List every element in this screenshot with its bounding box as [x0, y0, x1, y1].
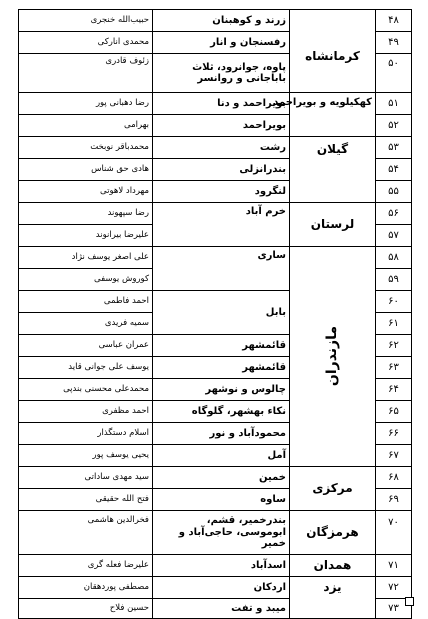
row-number: ۶۰ — [376, 291, 412, 313]
representative-cell: علیرضا فعله گری — [19, 555, 153, 577]
row-number: ۵۷ — [376, 225, 412, 247]
province-cell: لرستان — [290, 203, 376, 247]
province-cell — [290, 247, 376, 467]
province-cell: مرکزی — [290, 467, 376, 511]
city-cell: قائمشهر — [153, 357, 290, 379]
row-number: ۵۵ — [376, 181, 412, 203]
row-number: ۷۳ — [376, 599, 412, 619]
representative-cell: علی اصغر یوسف نژاد — [19, 247, 153, 269]
province-cell: همدان — [290, 555, 376, 577]
province-cell: گیلان — [290, 137, 376, 203]
city-cell: بویراحمد — [153, 115, 290, 137]
representative-cell: بهرامی — [19, 115, 153, 137]
row-number: ۶۵ — [376, 401, 412, 423]
city-cell: قائمشهر — [153, 335, 290, 357]
city-cell: ساری — [153, 247, 290, 291]
representative-cell: فتح الله حقیقی — [19, 489, 153, 511]
representative-cell: محمدی انارکی — [19, 32, 153, 54]
row-number: ۵۳ — [376, 137, 412, 159]
province-cell: کرمانشاه — [290, 10, 376, 93]
table-row — [19, 511, 412, 555]
representative-cell: احمد فاطمی — [19, 291, 153, 313]
representative-cell: مصطفی پوردهقان — [19, 577, 153, 599]
representatives-table — [18, 9, 412, 619]
representative-cell: احمد مظفری — [19, 401, 153, 423]
city-cell: زرند و کوهبنان — [153, 10, 290, 32]
representative-cell: سمیه فریدی — [19, 313, 153, 335]
representative-cell: علیرضا بیرانوند — [19, 225, 153, 247]
row-number: ۷۱ — [376, 555, 412, 577]
table-row — [19, 247, 412, 269]
representative-cell: کوروش یوسفی — [19, 269, 153, 291]
row-number: ۷۲ — [376, 577, 412, 599]
representative-cell: فخرالدین هاشمی — [19, 511, 153, 555]
table-row — [19, 93, 412, 115]
table-row — [19, 137, 412, 159]
representative-cell: سید مهدی ساداتی — [19, 467, 153, 489]
city-cell: بندرخمیر، قشم، ابوموسی، حاجی‌آباد و خمیر — [153, 511, 290, 555]
province-label: مازندران — [324, 326, 341, 387]
row-number: ۴۹ — [376, 32, 412, 54]
city-cell: محمودآباد و نور — [153, 423, 290, 445]
city-cell: خمین — [153, 467, 290, 489]
city-cell: پاوه، جوانرود، ثلاث باباجانی و روانسر — [153, 54, 290, 93]
representative-cell: رضا دهبانی پور — [19, 93, 153, 115]
representative-cell: رضا سپهوند — [19, 203, 153, 225]
city-cell: رشت — [153, 137, 290, 159]
table-row — [19, 467, 412, 489]
representative-cell: عمران عباسی — [19, 335, 153, 357]
representative-cell: محمدعلی محسنی بندپی — [19, 379, 153, 401]
table-row — [19, 10, 412, 32]
row-number: ۵۴ — [376, 159, 412, 181]
row-number: ۵۸ — [376, 247, 412, 269]
representative-cell: یحیی یوسف پور — [19, 445, 153, 467]
row-number: ۷۰ — [376, 511, 412, 555]
row-number: ۴۸ — [376, 10, 412, 32]
row-number: ۶۲ — [376, 335, 412, 357]
row-number: ۶۹ — [376, 489, 412, 511]
city-cell: نکاء بهشهر، گلوگاه — [153, 401, 290, 423]
row-number: ۶۳ — [376, 357, 412, 379]
representative-cell: حبیب‌الله خنجری — [19, 10, 153, 32]
representative-cell: یوسف علی جوانی قاید — [19, 357, 153, 379]
city-cell: بویراحمد و دنا — [153, 93, 290, 115]
representative-cell: زئوف قادری — [19, 54, 153, 93]
table-row — [19, 203, 412, 225]
row-number: ۵۲ — [376, 115, 412, 137]
corner-marker — [405, 597, 414, 606]
row-number: ۶۶ — [376, 423, 412, 445]
city-cell: اسدآباد — [153, 555, 290, 577]
row-number: ۶۷ — [376, 445, 412, 467]
city-cell: اردکان — [153, 577, 290, 599]
province-cell: یزد — [290, 577, 376, 619]
table-row — [19, 555, 412, 577]
row-number: ۶۴ — [376, 379, 412, 401]
city-cell: بابل — [153, 291, 290, 335]
row-number: ۵۶ — [376, 203, 412, 225]
city-cell: بندرانزلی — [153, 159, 290, 181]
representative-cell: محمدباقر نوبخت — [19, 137, 153, 159]
city-cell: رفسنجان و انار — [153, 32, 290, 54]
representative-cell: اسلام دستگذار — [19, 423, 153, 445]
row-number: ۵۹ — [376, 269, 412, 291]
representative-cell: حسین فلاح — [19, 599, 153, 619]
province-cell: کهکیلویه و بویراحمد — [290, 93, 376, 137]
city-cell: چالوس و نوشهر — [153, 379, 290, 401]
row-number: ۵۱ — [376, 93, 412, 115]
row-number: ۶۸ — [376, 467, 412, 489]
city-cell: خرم آباد — [153, 203, 290, 247]
province-cell: هرمزگان — [290, 511, 376, 555]
representative-cell: هادی حق شناس — [19, 159, 153, 181]
row-number: ۶۱ — [376, 313, 412, 335]
city-cell: ساوه — [153, 489, 290, 511]
table-row — [19, 577, 412, 599]
representative-cell: مهرداد لاهوتی — [19, 181, 153, 203]
city-cell: آمل — [153, 445, 290, 467]
city-cell: لنگرود — [153, 181, 290, 203]
city-cell: میبد و تفت — [153, 599, 290, 619]
row-number: ۵۰ — [376, 54, 412, 93]
